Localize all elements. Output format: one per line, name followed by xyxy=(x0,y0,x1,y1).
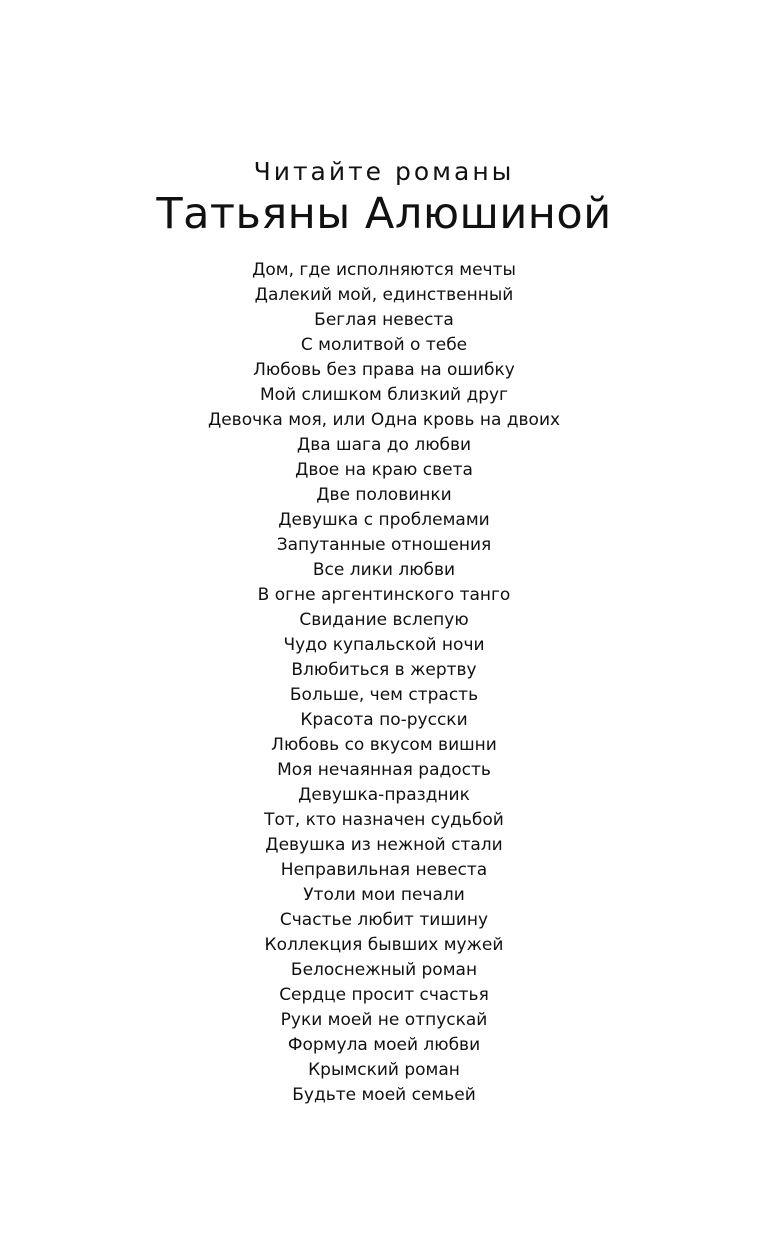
book-title: Утоли мои печали xyxy=(303,885,465,905)
book-title: Влюбиться в жертву xyxy=(291,660,477,680)
intro-heading: Читайте романы xyxy=(253,157,515,186)
book-title: Девушка из нежной стали xyxy=(265,835,503,855)
book-title: Неправильная невеста xyxy=(280,860,488,880)
book-title: Дом, где исполняются мечты xyxy=(252,260,516,280)
book-title: Счастье любит тишину xyxy=(279,910,489,930)
book-title: Больше, чем страсть xyxy=(289,685,479,705)
book-title: Формула моей любви xyxy=(287,1035,481,1055)
book-title: Сердце просит счастья xyxy=(279,985,489,1005)
book-title: Любовь без права на ошибку xyxy=(253,360,515,380)
book-title: Все лики любви xyxy=(312,560,456,580)
book-title: Будьте моей семьей xyxy=(292,1085,476,1105)
book-title: Далекий мой, единственный xyxy=(254,285,514,305)
book-title: Двое на краю света xyxy=(295,460,473,480)
book-title: В огне аргентинского танго xyxy=(257,585,511,605)
book-list xyxy=(0,258,768,1108)
book-title: Красота по-русски xyxy=(300,710,468,730)
author-heading: Татьяны Алюшиной xyxy=(156,189,612,239)
book-title: Мой слишком близкий друг xyxy=(260,385,508,405)
book-title: Девочка моя, или Одна кровь на двоих xyxy=(207,410,561,430)
book-title: Любовь со вкусом вишни xyxy=(271,735,497,755)
book-title: Две половинки xyxy=(316,485,452,505)
book-title: Беглая невеста xyxy=(314,310,454,330)
book-title: Девушка с проблемами xyxy=(278,510,490,530)
book-title: Девушка-праздник xyxy=(298,785,470,805)
book-title: Свидание вслепую xyxy=(299,610,469,630)
book-title: Белоснежный роман xyxy=(290,960,478,980)
book-title: Чудо купальской ночи xyxy=(283,635,485,655)
book-title: Моя нечаянная радость xyxy=(277,760,491,780)
book-title: С молитвой о тебе xyxy=(300,335,468,355)
book-title: Крымский роман xyxy=(308,1060,460,1080)
book-title: Тот, кто назначен судьбой xyxy=(264,810,504,830)
book-title: Два шага до любви xyxy=(296,435,472,455)
book-title: Коллекция бывших мужей xyxy=(264,935,504,955)
book-title: Руки моей не отпускай xyxy=(280,1010,488,1030)
book-title: Запутанные отношения xyxy=(276,535,492,555)
